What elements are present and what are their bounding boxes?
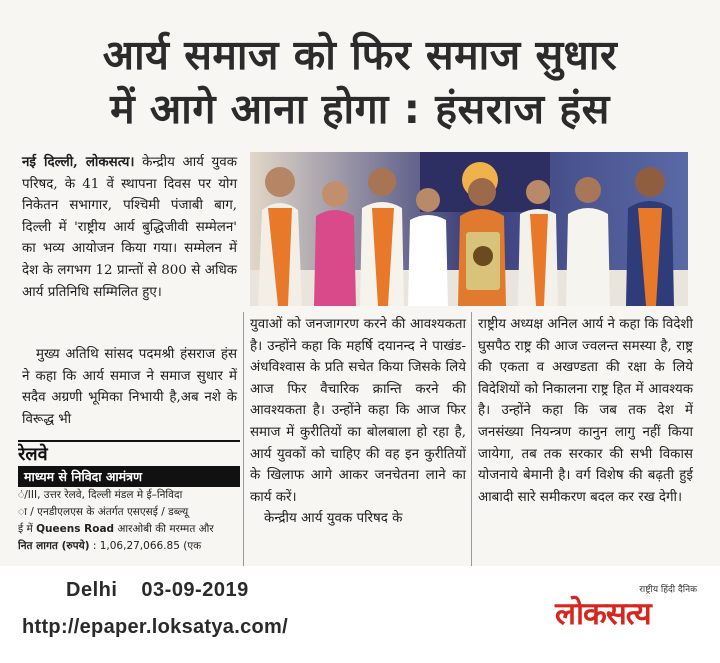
article-column-2: [250, 314, 466, 530]
railway-tender-ad: [18, 440, 240, 566]
headline: [12, 28, 708, 136]
article-paragraph-1-text: केन्द्रीय आर्य युवक परिषद, के 41 वें स्थापना दिवस पर योग निकेतन सभागार, पश्चिमी पंजाबी बाग, दिल्ली में 'राष्ट्रीय आर्य बुद्धिजीवी सम्मेलन' का भव्य आयोजन किया गया। सम्मेलन में देश के लगभग 12 प्रान्तों से 800 से अधिक आर्य प्रतिनिधि सम्मिलित हुए।: [22, 155, 237, 300]
edition-city: Delhi: [66, 579, 118, 601]
column-rule-2: [471, 312, 472, 566]
tender-line-3: [18, 521, 240, 538]
tender-line-4-bold: नित लागत (रुपये): [18, 540, 90, 552]
tender-line-4-post: : 1,06,27,066.85 (एक: [92, 540, 202, 552]
edition-date: 03-09-2019: [141, 579, 249, 601]
article-paragraph-3: युवाओं को जनजागरण करने की आवश्यकता है। उन्होंने कहा कि महर्षि दयानन्द ने पाखंड-अंधविश्वास के प्रति सचेत किया जिसके लिये आज फिर वैचारिक क्रान्ति करने की आवश्यकता है। उन्होंने कहा कि आज फिर समाज में कुरीतियों का बोलबाला हो रहा है, आर्य युवकों को चाहिए की वह इन कुरीतियों के खिलाफ आगे आकर जनचेतना लाने का कार्य करें।: [250, 317, 466, 505]
article-paragraph-1: [22, 152, 237, 303]
tender-line-3-post: आरओबी की मरम्मत और: [117, 523, 214, 535]
tender-line-3-pre: ई में: [18, 523, 33, 535]
dateline: नई दिल्ली, लोकसत्य।: [22, 154, 135, 170]
headline-line-1: आर्य समाज को फिर समाज सुधार: [102, 31, 618, 79]
edition-info: [66, 579, 273, 602]
article-paragraph-5: राष्ट्रीय अध्यक्ष अनिल आर्य ने कहा कि विदेशी घुसपैठ राष्ट्र की आज ज्वलन्त समस्या है, राष्ट्र की एकता व अखण्डता की रक्षा के लिये विदेशियों को निकालना राष्ट्र हित में आवश्यक है। उन्होंने कहा कि जब तक देश में जनसंख्या नियन्त्रण कानुन लागु नहीं किया जायेगा, तब तक सरकार की सभी विकास योजनाये बेमानी है। वर्ग विशेष की बढ़ती हुई आबादी सारे समीकरण बदल कर रख देगी।: [478, 317, 693, 505]
brand-name: लोकसत्य: [555, 596, 651, 632]
article-paragraph-2: मुख्य अतिथि सांसद पदमश्री हंसराज हंस ने कहा कि आर्य समाज ने समाज सुधार में सदैव अग्रणी भूमिका निभायी है,अब नशे के विरूद्ध भी: [22, 347, 237, 427]
loksatya-logo: [555, 582, 703, 632]
brand-tagline: राष्ट्रीय हिंदी दैनिक: [639, 585, 697, 595]
epaper-link[interactable]: http://epaper.loksatya.com/: [22, 616, 288, 638]
article-paragraph-4: केन्द्रीय आर्य युवक परिषद के: [264, 511, 403, 527]
tender-line-4: [18, 538, 240, 555]
headline-line-2: में आगे आना होगा : हंसराज हंस: [110, 85, 610, 133]
article-column-1-continued: [22, 344, 237, 430]
article-column-1: [22, 152, 237, 303]
tender-line-2: ा / एनडीएलएस के अंतर्गत एसएसई / डब्ल्यू: [18, 506, 189, 518]
railway-logo-text: रेलवे: [18, 440, 240, 466]
tender-title: माध्यम से निविदा आमंत्रण: [18, 466, 240, 487]
event-photo: [250, 152, 688, 306]
tender-line-3-bold: Queens Road: [36, 523, 115, 535]
article-column-3: [478, 314, 693, 508]
tender-line-1: ं/III, उत्तर रेलवे, दिल्ली मंडल मे ई–निविदा: [18, 489, 183, 501]
column-rule-1: [243, 312, 244, 566]
